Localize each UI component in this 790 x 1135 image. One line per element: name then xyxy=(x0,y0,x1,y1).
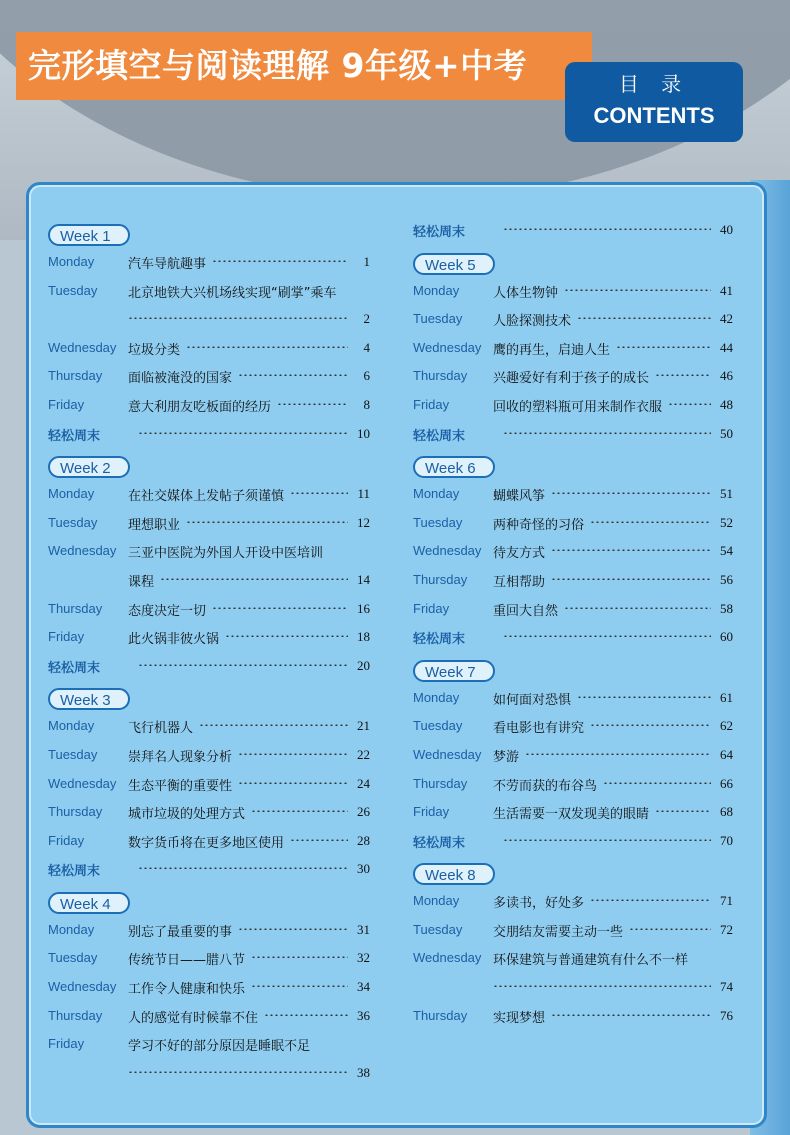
toc-day: Monday xyxy=(48,921,95,937)
toc-leader-dots xyxy=(564,607,711,609)
toc-entry[interactable] xyxy=(413,714,733,743)
toc-day: Monday xyxy=(413,689,460,705)
toc-entry[interactable] xyxy=(48,539,370,568)
toc-title: 兴趣爱好有利于孩子的成长 xyxy=(493,371,650,387)
toc-leader-dots xyxy=(128,317,348,319)
contents-heading-box xyxy=(565,62,743,142)
toc-day: Thursday xyxy=(48,804,103,820)
toc-page-number: 1 xyxy=(363,254,370,269)
toc-page-number: 56 xyxy=(720,571,733,587)
toc-title: 工作令人健康和快乐 xyxy=(128,982,246,998)
toc-leader-dots xyxy=(251,985,348,987)
toc-entry[interactable] xyxy=(413,393,733,422)
toc-page-number: 71 xyxy=(720,893,733,909)
toc-day: Wednesday xyxy=(413,339,482,355)
toc-leader-dots xyxy=(186,346,348,348)
toc-title: 回收的塑料瓶可用来制作衣服 xyxy=(493,399,663,415)
toc-page-number: 26 xyxy=(357,804,370,820)
week-badge: Week 5 xyxy=(413,253,495,275)
toc-entry[interactable] xyxy=(413,568,733,597)
toc-title: 人脸探测技术 xyxy=(493,314,572,330)
toc-page-number: 22 xyxy=(357,746,370,762)
toc-title: 学习不好的部分原因是睡眠不足 xyxy=(128,1039,311,1055)
toc-entry[interactable] xyxy=(413,364,733,393)
toc-day: Monday xyxy=(48,254,95,269)
toc-entry[interactable] xyxy=(48,279,370,308)
toc-leader-dots xyxy=(493,985,711,987)
toc-page-number: 30 xyxy=(357,861,370,877)
toc-title: 三亚中医院为外国人开设中医培训 xyxy=(128,546,324,562)
toc-title: 垃圾分类 xyxy=(128,342,181,358)
toc-title: 环保建筑与普通建筑有什么不一样 xyxy=(493,953,689,969)
toc-day: Tuesday xyxy=(48,282,98,298)
toc-title: 别忘了最重要的事 xyxy=(128,924,233,940)
toc-title: 北京地铁大兴机场线实现“刷掌”乘车 xyxy=(128,285,337,301)
toc-day: Friday xyxy=(413,804,450,820)
toc-entry[interactable] xyxy=(48,1004,370,1033)
toc-page-number: 2 xyxy=(363,311,370,327)
week-badge: Week 3 xyxy=(48,688,130,710)
toc-weekend-entry[interactable] xyxy=(413,422,733,451)
toc-page-number: 21 xyxy=(357,718,370,734)
toc-entry[interactable] xyxy=(48,800,370,829)
toc-entry[interactable] xyxy=(413,336,733,365)
toc-leader-dots xyxy=(238,928,348,930)
toc-title: 梦游 xyxy=(493,749,520,765)
toc-leader-dots xyxy=(503,635,711,637)
week-badge: Week 8 xyxy=(413,863,495,885)
toc-day: Tuesday xyxy=(413,718,463,734)
toc-day: Tuesday xyxy=(413,311,463,327)
toc-entry[interactable] xyxy=(48,364,370,393)
toc-title: 蝴蝶风筝 xyxy=(493,489,546,505)
toc-title: 面临被淹没的国家 xyxy=(128,371,233,387)
toc-day: Wednesday xyxy=(48,339,117,355)
toc-entry[interactable] xyxy=(413,279,733,308)
toc-entry[interactable] xyxy=(413,307,733,336)
toc-day: Friday xyxy=(413,396,450,412)
toc-title: 此火锅非彼火锅 xyxy=(128,632,220,648)
toc-page-number: 8 xyxy=(363,396,370,412)
toc-leader-dots xyxy=(577,317,711,319)
toc-day: Thursday xyxy=(413,571,468,587)
toc-entry[interactable] xyxy=(413,511,733,540)
toc-leader-dots xyxy=(212,260,348,262)
toc-day: Friday xyxy=(48,629,85,645)
toc-day: Thursday xyxy=(48,368,103,384)
toc-page-number: 40 xyxy=(720,222,733,237)
toc-page-number: 36 xyxy=(357,1007,370,1023)
toc-page-number: 28 xyxy=(357,832,370,848)
toc-day: Thursday xyxy=(413,775,468,791)
toc-leader-dots xyxy=(138,664,348,666)
toc-day: Wednesday xyxy=(48,979,117,995)
toc-day: Friday xyxy=(48,832,85,848)
toc-leader-dots xyxy=(564,289,711,291)
toc-leader-dots xyxy=(577,696,711,698)
toc-leader-dots xyxy=(128,1071,348,1073)
toc-leader-dots xyxy=(264,1014,348,1016)
toc-day: Thursday xyxy=(413,1007,468,1023)
toc-weekend-entry[interactable] xyxy=(413,625,733,654)
toc-weekend-label: 轻松周末 xyxy=(413,632,466,648)
toc-entry[interactable] xyxy=(48,511,370,540)
toc-entry[interactable] xyxy=(48,568,370,597)
toc-title: 生活需要一双发现美的眼睛 xyxy=(493,807,650,823)
toc-leader-dots xyxy=(525,753,711,755)
toc-entry[interactable] xyxy=(48,307,370,336)
toc-page-number: 72 xyxy=(720,921,733,937)
toc-leader-dots xyxy=(655,374,711,376)
toc-leader-dots xyxy=(629,928,711,930)
week-badge: Week 2 xyxy=(48,456,130,478)
toc-page-number: 42 xyxy=(720,311,733,327)
toc-weekend-entry[interactable] xyxy=(48,654,370,683)
toc-entry[interactable] xyxy=(48,250,370,279)
toc-title: 理想职业 xyxy=(128,517,181,533)
toc-title: 态度决定一切 xyxy=(128,603,207,619)
toc-title: 待友方式 xyxy=(493,546,546,562)
toc-title: 生态平衡的重要性 xyxy=(128,778,233,794)
toc-day: Monday xyxy=(413,282,460,298)
toc-leader-dots xyxy=(551,1014,711,1016)
toc-entry[interactable] xyxy=(48,1032,370,1061)
toc-day: Thursday xyxy=(413,368,468,384)
toc-day: Friday xyxy=(48,396,85,412)
toc-page-number: 46 xyxy=(720,368,733,384)
toc-page-number: 54 xyxy=(720,543,733,559)
toc-title: 不劳而获的布谷鸟 xyxy=(493,778,598,794)
toc-day: Friday xyxy=(48,1036,85,1052)
toc-leader-dots xyxy=(551,492,711,494)
toc-title: 课程 xyxy=(128,574,155,590)
week-badge: Week 4 xyxy=(48,892,130,914)
toc-page-number: 4 xyxy=(363,339,370,355)
toc-title: 人的感觉有时候靠不住 xyxy=(128,1010,259,1026)
toc-title: 交朋结友需要主动一些 xyxy=(493,924,624,940)
toc-entry[interactable] xyxy=(48,597,370,626)
toc-day: Wednesday xyxy=(48,775,117,791)
toc-leader-dots xyxy=(186,521,348,523)
toc-day: Wednesday xyxy=(48,543,117,559)
toc-entry[interactable] xyxy=(48,772,370,801)
toc-title: 崇拜名人现象分析 xyxy=(128,749,233,765)
toc-entry[interactable] xyxy=(413,1004,733,1033)
toc-title: 意大利朋友吃板面的经历 xyxy=(128,399,272,415)
toc-day: Tuesday xyxy=(48,514,98,530)
toc-title: 在社交媒体上发帖子须谨慎 xyxy=(128,489,285,505)
toc-page-number: 68 xyxy=(720,804,733,820)
toc-weekend-label: 轻松周末 xyxy=(413,225,466,240)
toc-leader-dots xyxy=(238,374,348,376)
week-badge: Week 7 xyxy=(413,660,495,682)
toc-weekend-label: 轻松周末 xyxy=(413,428,466,444)
toc-leader-dots xyxy=(503,839,711,841)
toc-title: 飞行机器人 xyxy=(128,721,194,737)
toc-title: 如何面对恐惧 xyxy=(493,692,572,708)
toc-page-number: 31 xyxy=(357,921,370,937)
toc-page-number: 12 xyxy=(357,514,370,530)
toc-page-number: 62 xyxy=(720,718,733,734)
toc-weekend-label: 轻松周末 xyxy=(48,660,101,676)
toc-day: Monday xyxy=(413,486,460,502)
toc-page-number: 50 xyxy=(720,425,733,441)
toc-entry[interactable] xyxy=(48,1061,370,1090)
toc-day: Wednesday xyxy=(413,746,482,762)
toc-leader-dots xyxy=(138,867,348,869)
toc-entry[interactable] xyxy=(48,829,370,858)
toc-leader-dots xyxy=(290,492,348,494)
toc-page-number: 6 xyxy=(363,368,370,384)
toc-entry[interactable] xyxy=(413,686,733,715)
toc-entry[interactable] xyxy=(48,336,370,365)
toc-title: 多读书，好处多 xyxy=(493,896,585,912)
toc-page-number: 52 xyxy=(720,514,733,530)
toc-page-number: 16 xyxy=(357,600,370,616)
toc-entry[interactable] xyxy=(413,918,733,947)
toc-weekend-entry[interactable] xyxy=(48,857,370,886)
toc-entry[interactable] xyxy=(48,393,370,422)
toc-entry[interactable] xyxy=(413,539,733,568)
toc-title: 两种奇怪的习俗 xyxy=(493,517,585,533)
toc-title: 互相帮助 xyxy=(493,574,546,590)
toc-title: 鹰的再生，启迪人生 xyxy=(493,342,611,358)
toc-leader-dots xyxy=(616,346,711,348)
toc-page-number: 34 xyxy=(357,979,370,995)
toc-entry[interactable] xyxy=(413,482,733,511)
toc-leader-dots xyxy=(225,635,348,637)
toc-leader-dots xyxy=(668,403,711,405)
toc-page-number: 38 xyxy=(357,1064,370,1080)
toc-title: 汽车导航趣事 xyxy=(128,257,207,272)
toc-weekend-entry[interactable] xyxy=(413,829,733,858)
toc-title: 看电影也有讲究 xyxy=(493,721,585,737)
toc-leader-dots xyxy=(551,549,711,551)
toc-entry[interactable] xyxy=(48,625,370,654)
toc-leader-dots xyxy=(503,228,711,230)
toc-title: 实现梦想 xyxy=(493,1010,546,1026)
toc-weekend-label: 轻松周末 xyxy=(48,428,101,444)
week-badge: Week 1 xyxy=(48,224,130,246)
toc-page-number: 48 xyxy=(720,396,733,412)
toc-page-number: 14 xyxy=(357,571,370,587)
toc-page-number: 20 xyxy=(357,657,370,673)
book-title-banner: 完形填空与阅读理解 9年级+中考 xyxy=(16,32,592,100)
toc-page-number: 32 xyxy=(357,950,370,966)
toc-leader-dots xyxy=(551,578,711,580)
toc-day: Monday xyxy=(48,486,95,502)
toc-page-number: 11 xyxy=(357,486,370,502)
contents-heading-en: CONTENTS xyxy=(593,103,715,128)
toc-weekend-label: 轻松周末 xyxy=(413,835,466,851)
toc-leader-dots xyxy=(590,521,711,523)
toc-day: Tuesday xyxy=(48,746,98,762)
toc-page-number: 64 xyxy=(720,746,733,762)
toc-entry[interactable] xyxy=(48,714,370,743)
toc-page-number: 51 xyxy=(720,486,733,502)
toc-entry[interactable] xyxy=(48,946,370,975)
toc-day: Friday xyxy=(413,600,450,616)
toc-day: Thursday xyxy=(48,1007,103,1023)
toc-entry[interactable] xyxy=(413,772,733,801)
toc-page-number: 18 xyxy=(357,629,370,645)
toc-entry[interactable] xyxy=(413,743,733,772)
toc-leader-dots xyxy=(290,839,348,841)
toc-entry[interactable] xyxy=(413,946,733,975)
toc-page-number: 41 xyxy=(720,282,733,298)
toc-leader-dots xyxy=(138,432,348,434)
toc-page-number: 66 xyxy=(720,775,733,791)
toc-title: 数字货币将在更多地区使用 xyxy=(128,835,285,851)
toc-weekend-label: 轻松周末 xyxy=(48,864,101,880)
toc-leader-dots xyxy=(603,782,711,784)
toc-day: Monday xyxy=(413,893,460,909)
toc-leader-dots xyxy=(212,607,348,609)
toc-leader-dots xyxy=(590,724,711,726)
toc-leader-dots xyxy=(655,810,711,812)
toc-page-number: 70 xyxy=(720,832,733,848)
toc-entry[interactable] xyxy=(48,975,370,1004)
toc-title: 重回大自然 xyxy=(493,603,559,619)
toc-leader-dots xyxy=(238,782,348,784)
toc-day: Tuesday xyxy=(413,921,463,937)
toc-day: Monday xyxy=(48,718,95,734)
toc-leader-dots xyxy=(238,753,348,755)
toc-leader-dots xyxy=(251,810,348,812)
toc-leader-dots xyxy=(251,956,348,958)
toc-title: 传统节日——腊八节 xyxy=(128,953,246,969)
toc-entry[interactable] xyxy=(413,889,733,918)
toc-day: Wednesday xyxy=(413,950,482,966)
toc-page-number: 44 xyxy=(720,339,733,355)
toc-leader-dots xyxy=(199,724,348,726)
toc-page-number: 60 xyxy=(720,629,733,645)
toc-column-right xyxy=(413,218,733,1032)
toc-entry[interactable] xyxy=(48,482,370,511)
week-badge: Week 6 xyxy=(413,456,495,478)
toc-leader-dots xyxy=(590,899,711,901)
toc-page-number: 74 xyxy=(720,979,733,995)
toc-entry[interactable] xyxy=(413,800,733,829)
toc-day: Thursday xyxy=(48,600,103,616)
toc-leader-dots xyxy=(277,403,348,405)
toc-weekend-entry[interactable] xyxy=(413,218,733,247)
toc-entry[interactable] xyxy=(413,975,733,1004)
toc-entry[interactable] xyxy=(413,597,733,626)
toc-leader-dots xyxy=(503,432,711,434)
toc-entry[interactable] xyxy=(48,743,370,772)
toc-day: Wednesday xyxy=(413,543,482,559)
toc-entry[interactable] xyxy=(48,918,370,947)
toc-page-number: 76 xyxy=(720,1007,733,1023)
contents-heading-cn: 目 录 xyxy=(618,72,690,96)
toc-day: Tuesday xyxy=(413,514,463,530)
toc-column-left xyxy=(48,218,370,1089)
toc-page-number: 24 xyxy=(357,775,370,791)
toc-leader-dots xyxy=(160,578,348,580)
toc-page-number: 10 xyxy=(357,425,370,441)
toc-day: Tuesday xyxy=(48,950,98,966)
toc-page-number: 58 xyxy=(720,600,733,616)
toc-page-number: 61 xyxy=(720,689,733,705)
toc-title: 人体生物钟 xyxy=(493,285,559,301)
toc-weekend-entry[interactable] xyxy=(48,422,370,451)
toc-title: 城市垃圾的处理方式 xyxy=(128,807,246,823)
